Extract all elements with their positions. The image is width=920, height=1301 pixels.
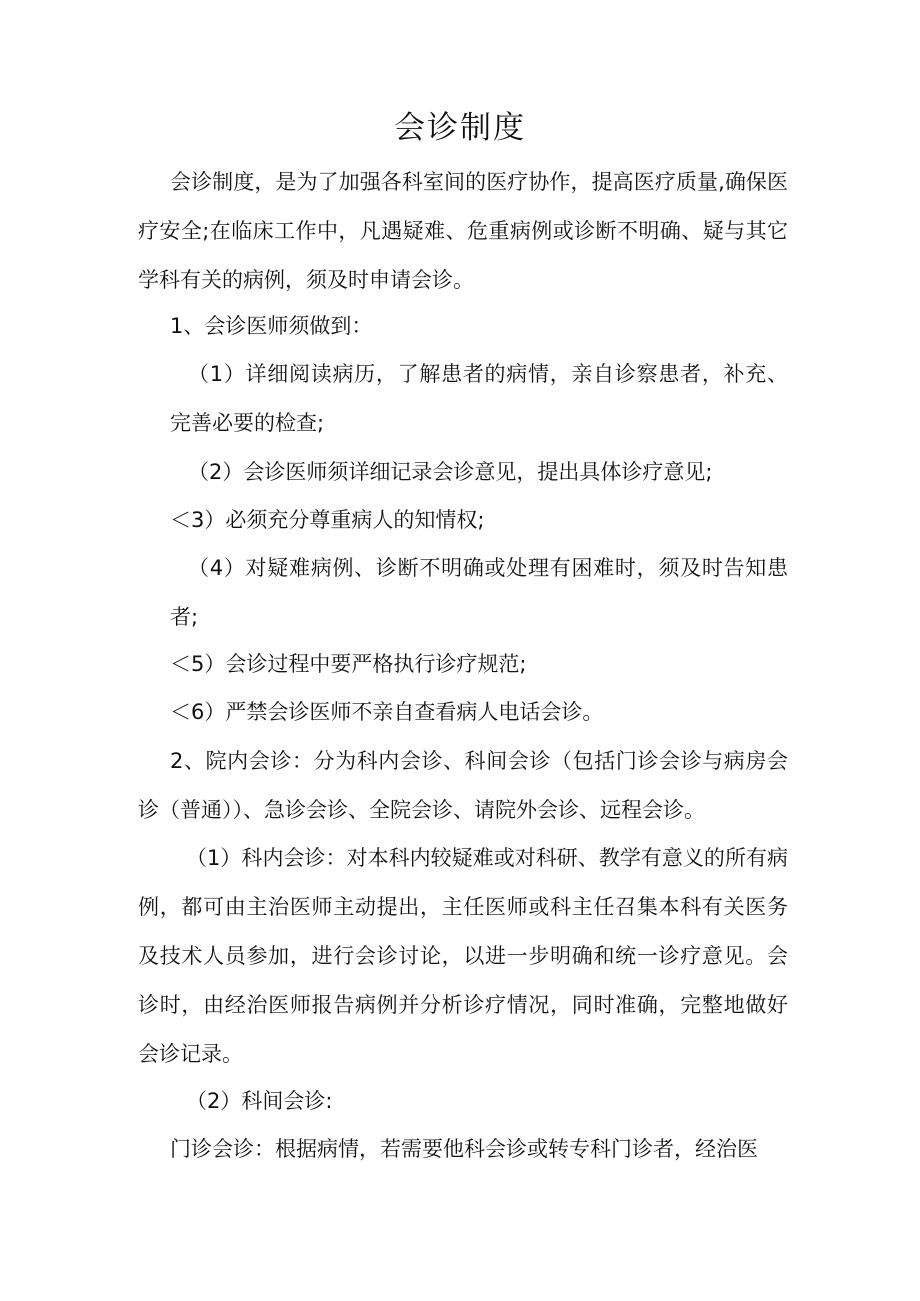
item-1-5: ＜5）会诊过程中要严格执行诊疗规范; (170, 652, 527, 676)
item-1-3: ＜3）必须充分尊重病人的知情权; (170, 508, 485, 532)
item-1-1: （1）详细阅读病历，了解患者的病情，亲自诊察患者，补充、完善必要的检查; (170, 362, 788, 435)
item-1-6: ＜6）严禁会诊医师不亲自查看病人电话会诊。 (170, 700, 604, 724)
section-1-heading: 1、会诊医师须做到： (170, 314, 373, 338)
item-1-2: （2）会诊医师须详细记录会诊意见，提出具体诊疗意见; (188, 460, 713, 484)
outpatient-consult-paragraph: 门诊会诊：根据病情，若需要他科会诊或转专科门诊者，经治医 (170, 1137, 758, 1161)
document-title: 会诊制度 (394, 110, 526, 146)
intro-paragraph: 会诊制度，是为了加强各科室间的医疗协作，提高医疗质量,确保医疗安全;在临床工作中，凡遇疑难、危重病例或诊断不明确、疑与其它学科有关的病例，须及时申请会诊。 (138, 170, 788, 292)
section-2-heading: 2、院内会诊：分为科内会诊、科间会诊（包括门诊会诊与病房会诊（普通））、急诊会诊、全院会诊、请院外会诊、远程会诊。 (138, 749, 788, 822)
item-1-4: （4）对疑难病例、诊断不明确或处理有困难时，须及时告知患者; (170, 556, 788, 629)
item-2-1: （1）科内会诊：对本科内较疑难或对科研、教学有意义的所有病例，都可由主治医师主动提出，主任医师或科主任召集本科有关医务及技术人员参加，进行会诊讨论，以进一步明确和统一诊疗意见。会诊时，由经治医师报告病例并分析诊疗情况，同时准确，完整地做好会诊记录。 (138, 846, 788, 1066)
item-2-2: （2）科间会诊: (186, 1089, 333, 1113)
